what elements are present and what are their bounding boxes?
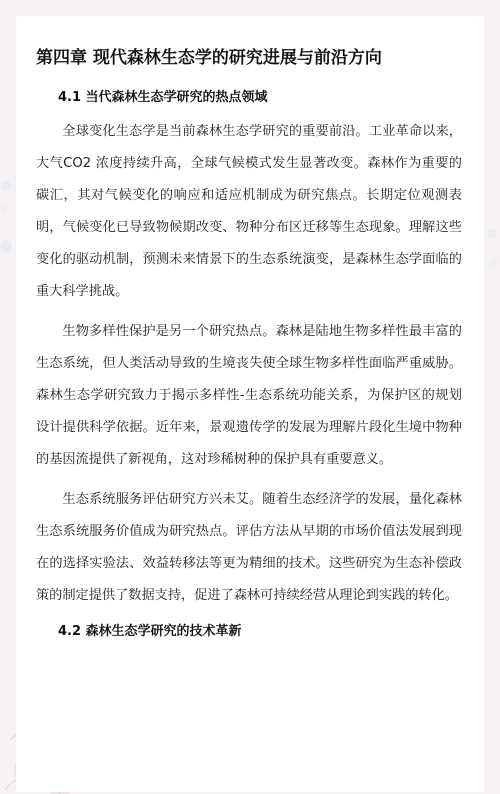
document-page [16,16,484,792]
paragraph-3: 生态系统服务评估研究方兴未艾。随着生态经济学的发展，量化森林生态系统服务价值成为研究热点。评估方法从早期的市场价值法发展到现在的选择实验法、效益转移法等更为精细的技术。这些研究为生态补偿政策的制定提供了数据支持，促进了森林可持续经营从理论到实践的转化。 [36,492,462,603]
section-title-4-2: 4.2 森林生态学研究的技术革新 [58,624,242,639]
section-title-4-1: 4.1 当代森林生态学研究的热点领域 [58,90,268,105]
chapter-title: 第四章 现代森林生态学的研究进展与前沿方向 [36,48,382,68]
paragraph-1: 全球变化生态学是当前森林生态学研究的重要前沿。工业革命以来，大气CO2 浓度持续升高，全球气候模式发生显著改变。森林作为重要的碳汇，其对气候变化的响应和适应机制成为研究焦点。长期定位观测表明，气候变化已导致物候期改变、物种分布区迁移等生态现象。理解这些变化的驱动机制，预测未来情景下的生态系统演变，是森林生态学面临的重大科学挑战。 [36,124,462,299]
paragraph-2: 生物多样性保护是另一个研究热点。森林是陆地生物多样性最丰富的生态系统，但人类活动导致的生境丧失使全球生物多样性面临严重威胁。森林生态学研究致力于揭示多样性-生态系统功能关系，为保护区的规划设计提供科学依据。近年来，景观遗传学的发展为理解片段化生境中物种的基因流提供了新视角，这对珍稀树种的保护具有重要意义。 [36,324,462,467]
